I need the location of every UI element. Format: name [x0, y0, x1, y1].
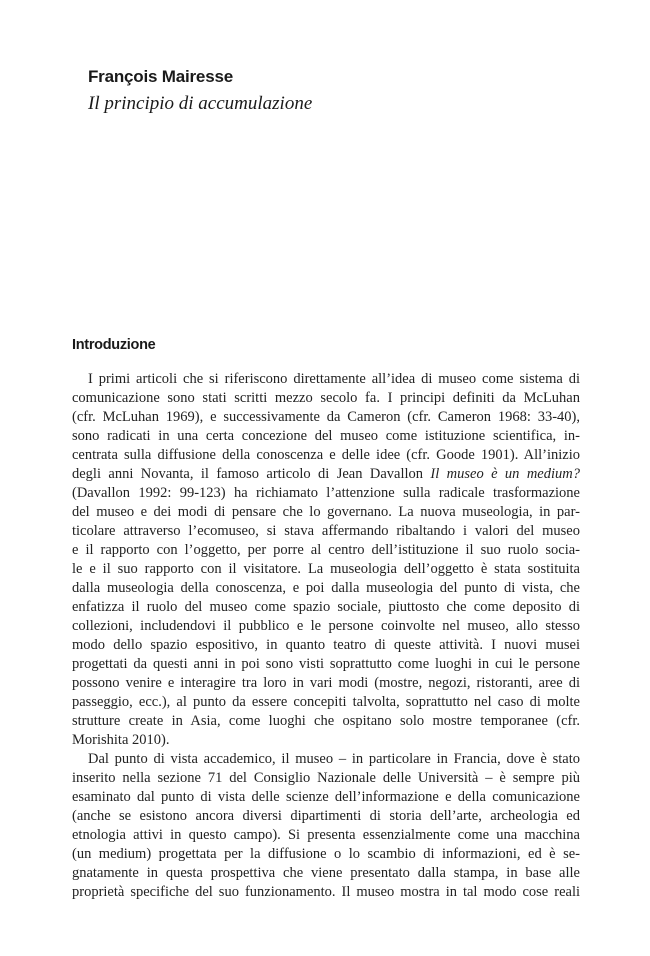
text-line: dalla museologia della conoscenza, e poi dalla museologia del punto di vista, che — [72, 580, 580, 596]
text-line: comunicazione sono stati scritti mezzo secolo fa. I principi definiti da McLuhan — [72, 390, 580, 406]
text-line: strutture create in Asia, come luoghi che ospitano solo mostre temporanee (cfr. — [72, 713, 580, 729]
section-heading: Introduzione — [72, 337, 156, 353]
text-line: modo dello spazio espositivo, in quanto teatro di queste attività. I nuovi musei — [72, 637, 580, 653]
paragraph-1 — [72, 370, 580, 750]
text-line: ticolare attraverso l’ecomuseo, si stava affermando ribaltando i valori del museo — [72, 523, 580, 539]
text-line: (Davallon 1992: 99-123) ha richiamato l’attenzione sulla radicale trasformazione — [72, 485, 580, 501]
author-name: François Mairesse — [88, 67, 233, 86]
text-line: Dal punto di vista accademico, il museo – in particolare in Francia, dove è stato — [88, 751, 580, 767]
text-line: collezioni, includendovi il pubblico e le persone coinvolte nel museo, allo stesso — [72, 618, 580, 634]
text-run: degli anni Novanta, il famoso articolo di Jean Davallon — [72, 466, 431, 482]
paragraph-2 — [72, 750, 580, 902]
text-line-with-italic — [72, 465, 580, 484]
text-line: possono venire e interagire tra loro in vari modi (mostre, negozi, ristoranti, aree di — [72, 675, 580, 691]
text-line: esaminato dal punto di vista delle scienze dell’informazione e della comunicazione — [72, 789, 580, 805]
text-line: gnatamente in questa prospettiva che viene presentato dalla stampa, in base alle — [72, 865, 580, 881]
text-line: centrata sulla diffusione della conoscenza e delle idee (cfr. Goode 1901). All’inizio — [72, 447, 580, 463]
text-line: passeggio, ecc.), al punto da essere concepiti talvolta, soprattutto nel caso di molte — [72, 694, 580, 710]
italic-title: Il museo è un medium? — [430, 466, 580, 482]
text-line: sono radicati in una certa concezione del museo come istituzione scientifica, in- — [72, 428, 580, 444]
text-line: etnologia attivi in questo campo). Si presenta essenzialmente come una macchina — [72, 827, 580, 843]
text-line: e il rapporto con l’oggetto, per porre al centro dell’istituzione il suo ruolo socia- — [72, 542, 580, 558]
text-line: Morishita 2010). — [72, 732, 170, 748]
text-line: del museo e dei modi di pensare che lo governano. La nuova museologia, in par- — [72, 504, 580, 520]
text-line: (un medium) progettata per la diffusione o lo scambio di informazioni, ed è se- — [72, 846, 580, 862]
text-line: (anche se esistono ancora diversi dipartimenti di storia dell’arte, archeologia ed — [72, 808, 580, 824]
article-title: Il principio di accumulazione — [88, 93, 313, 114]
text-line: (cfr. McLuhan 1969), e successivamente da Cameron (cfr. Cameron 1968: 33-40), — [72, 409, 580, 425]
text-line: I primi articoli che si riferiscono direttamente all’idea di museo come sistema di — [88, 371, 580, 387]
body-text — [72, 370, 580, 902]
text-line: proprietà specifiche del suo funzionamento. Il museo mostra in tal modo cose reali — [72, 884, 580, 900]
text-line: enfatizza il ruolo del museo come spazio sociale, piuttosto che come deposito di — [72, 599, 580, 615]
text-line: inserito nella sezione 71 del Consiglio Nazionale delle Università – è sempre più — [72, 770, 580, 786]
text-line: le e il suo rapporto con il visitatore. La museologia dell’oggetto è stata sostituita — [72, 561, 580, 577]
text-line: progettati da questi anni in poi sono visti soprattutto come luoghi in cui le persone — [72, 656, 580, 672]
